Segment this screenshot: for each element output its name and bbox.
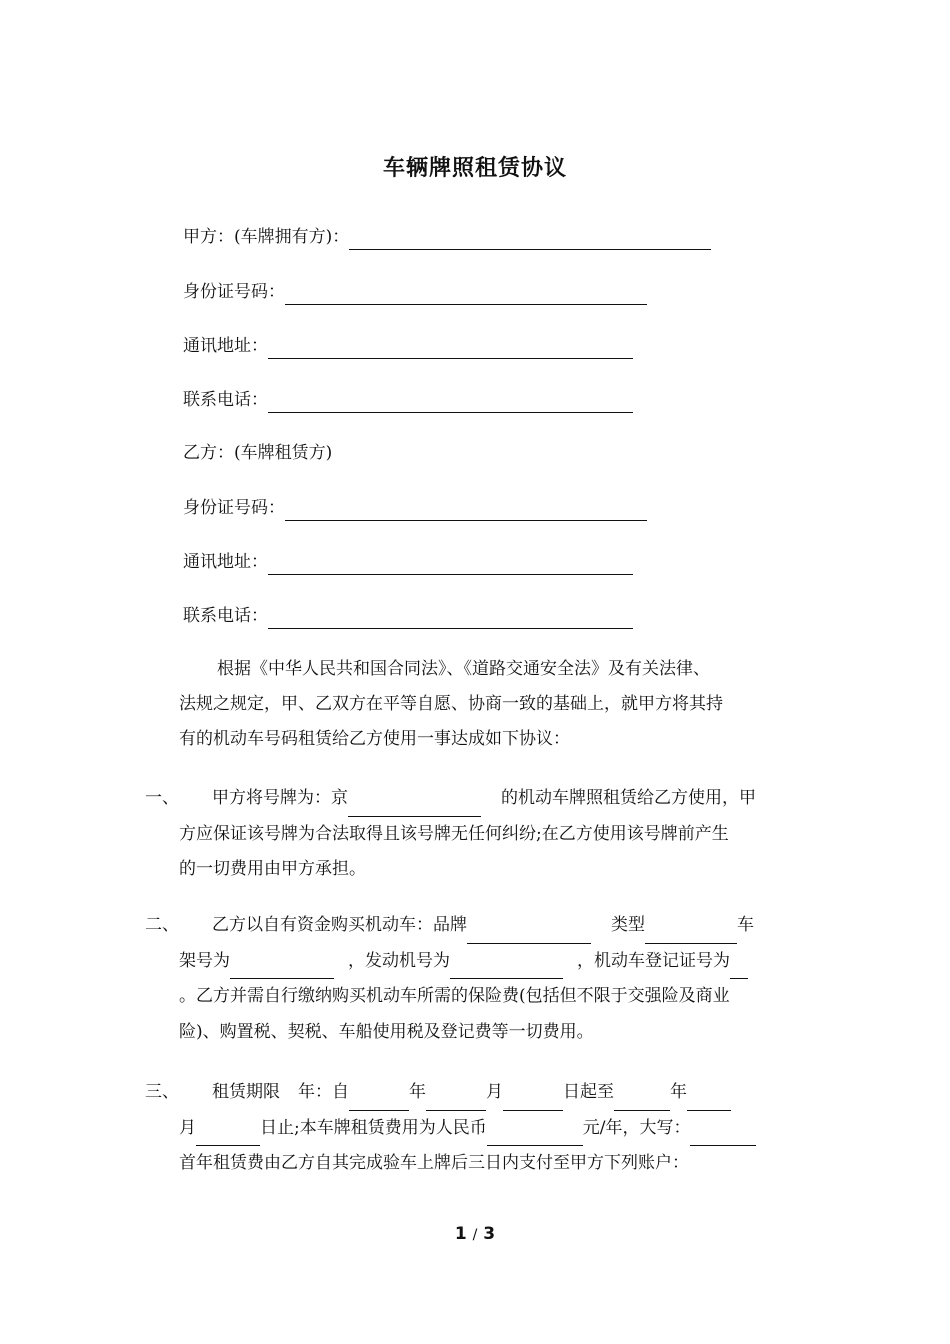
party-b-id-row [183, 495, 647, 521]
party-b-heading: 乙方：(车牌租赁方) [183, 443, 333, 463]
intro-line: 有的机动车号码租赁给乙方使用一事达成如下协议： [179, 729, 570, 749]
clause-number: 一、 [145, 788, 179, 808]
intro-line: 法规之规定，甲、乙双方在平等自愿、协商一致的基础上，就甲方将其持 [179, 694, 723, 714]
end-month-blank[interactable] [687, 1092, 731, 1111]
rent-amount-words-blank[interactable] [690, 1127, 756, 1146]
party-a-id-blank[interactable] [285, 286, 647, 305]
clause-text: 日止;本车牌租赁费用为人民币 [260, 1117, 487, 1138]
clause-line: 险)、购置税、契税、车船使用税及登记费等一切费用。 [179, 1021, 594, 1042]
party-a-address-label: 通讯地址： [183, 336, 268, 356]
brand-blank[interactable] [467, 925, 591, 944]
party-b-phone-label: 联系电话： [183, 606, 268, 626]
model-blank[interactable] [645, 925, 737, 944]
party-a-id-row [183, 279, 647, 305]
intro-paragraph [179, 652, 804, 757]
party-b-address-label: 通讯地址： [183, 552, 268, 572]
party-a-phone-row [183, 387, 633, 413]
clause-text: 年 [670, 1082, 687, 1102]
clause-text: 月 [179, 1117, 196, 1138]
clause-number: 三、 [145, 1082, 179, 1102]
clause-3 [145, 1075, 805, 1182]
party-b-id-label: 身份证号码： [183, 498, 285, 518]
party-b-address-blank[interactable] [268, 556, 633, 575]
clause-text: 月 [486, 1082, 503, 1102]
page-separator: / [472, 1227, 478, 1243]
page-number [0, 1224, 950, 1244]
clause-line: 首年租赁费由乙方自其完成验车上牌后三日内支付至甲方下列账户： [179, 1153, 689, 1173]
end-year-blank[interactable] [614, 1092, 670, 1111]
clause-line: 的一切费用由甲方承担。 [179, 859, 366, 879]
engine-number-blank[interactable] [450, 960, 563, 979]
rent-amount-blank[interactable] [487, 1127, 583, 1146]
party-a-phone-label: 联系电话： [183, 390, 268, 410]
clause-text: 租赁期限 [212, 1082, 280, 1102]
party-a-heading: 甲方：(车牌拥有方)： [183, 227, 350, 247]
start-month-blank[interactable] [426, 1092, 486, 1111]
registration-number-blank[interactable] [730, 960, 748, 979]
vin-blank[interactable] [230, 960, 334, 979]
party-a-name-blank[interactable] [349, 231, 711, 250]
clause-text: 日起至 [563, 1082, 614, 1102]
clause-2 [145, 908, 805, 1050]
start-day-blank[interactable] [503, 1092, 563, 1111]
party-a-address-row [183, 333, 633, 359]
start-year-blank[interactable] [349, 1092, 409, 1111]
clause-line: 方应保证该号牌为合法取得且该号牌无任何纠纷;在乙方使用该号牌前产生 [179, 823, 729, 844]
clause-text: 架号为 [179, 950, 230, 971]
plate-number-blank[interactable] [348, 798, 481, 817]
clause-text: 的机动车牌照租赁给乙方使用，甲 [501, 788, 756, 808]
party-b-id-blank[interactable] [285, 502, 647, 521]
clause-1 [145, 781, 805, 888]
party-b-phone-blank[interactable] [268, 610, 633, 629]
clause-text: ，机动车登记证号为 [577, 950, 730, 971]
party-b-address-row [183, 549, 633, 575]
clause-text: 年 [409, 1082, 426, 1102]
current-page: 1 [454, 1224, 467, 1244]
clause-text: 乙方以自有资金购买机动车：品牌 [212, 915, 467, 935]
party-a-id-label: 身份证号码： [183, 282, 285, 302]
clause-text: 年：自 [298, 1082, 349, 1102]
party-b-phone-row [183, 603, 633, 629]
clause-text: 甲方将号牌为：京 [212, 788, 348, 808]
clause-text: 元/年，大写： [582, 1117, 691, 1138]
party-a-phone-blank[interactable] [268, 394, 633, 413]
party-a-address-blank[interactable] [268, 340, 633, 359]
clause-number: 二、 [145, 915, 179, 935]
clause-line: 。乙方并需自行缴纳购买机动车所需的保险费(包括但不限于交强险及商业 [179, 986, 730, 1006]
clause-text: 车 [737, 915, 754, 935]
total-pages: 3 [483, 1224, 496, 1244]
intro-line: 根据《中华人民共和国合同法》、《道路交通安全法》及有关法律、 [217, 659, 710, 679]
clause-text: 类型 [611, 915, 645, 935]
clause-text: ，发动机号为 [348, 950, 450, 971]
party-a-heading-row [183, 224, 711, 250]
document-title: 车辆牌照租赁协议 [382, 156, 567, 181]
end-day-blank[interactable] [196, 1127, 260, 1146]
